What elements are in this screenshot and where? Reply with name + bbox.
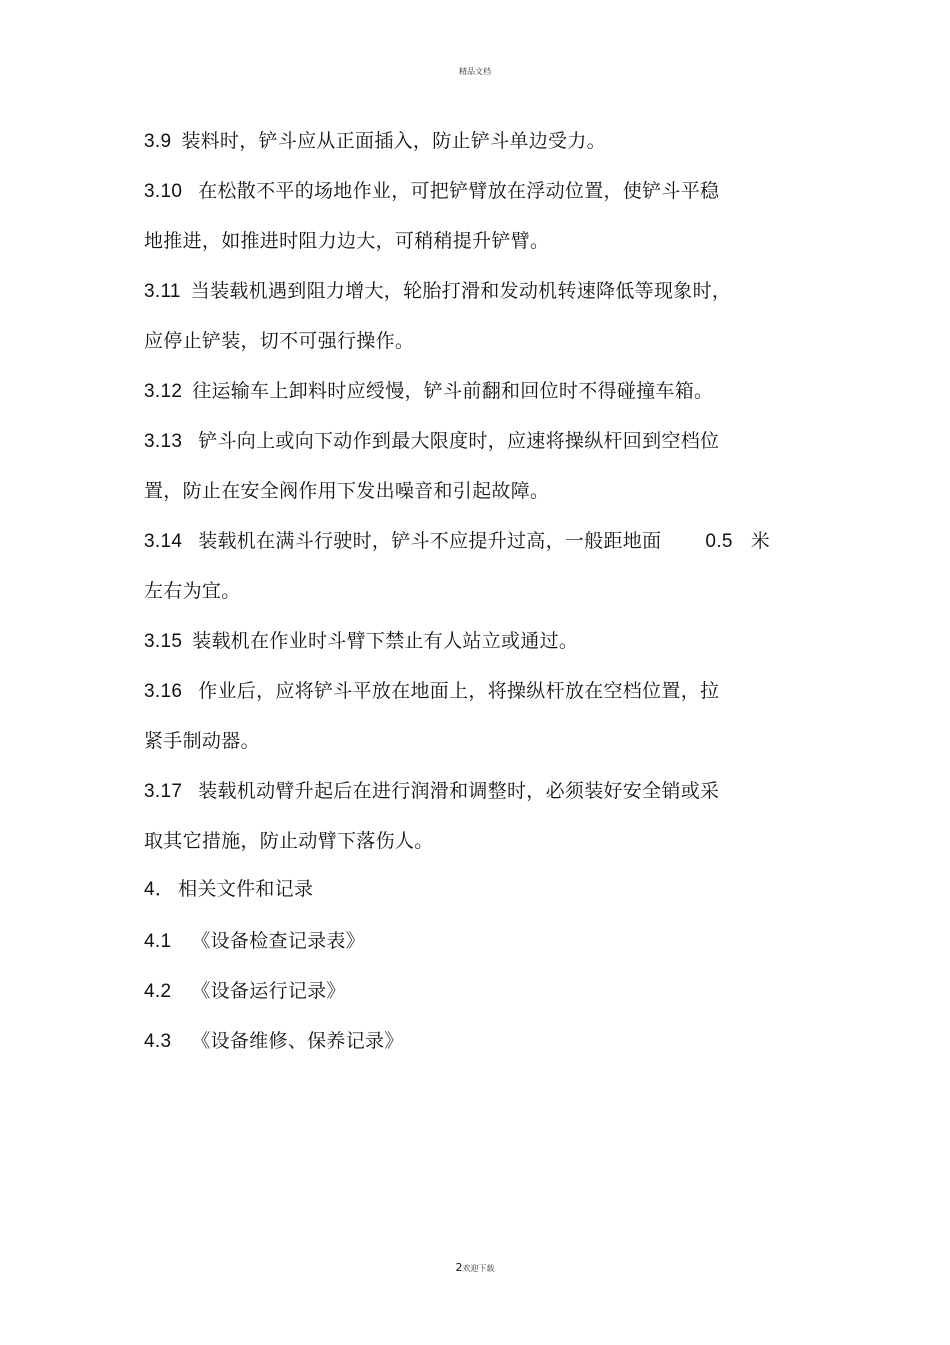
clause-number: 3.16 [144,681,183,702]
clause-3-13 [144,429,719,454]
clause-text: 当装载机遇到阻力增大，轮胎打滑和发动机转速降低等现象时， [190,280,732,302]
clause-3-14-cont [144,579,241,603]
clause-text: 左右为宜。 [144,580,241,602]
clause-3-16 [144,679,719,704]
clause-number: 3.15 [144,631,183,652]
clause-number: 4.1 [144,931,172,952]
clause-3-17-cont [144,829,434,853]
clause-number: 4.2 [144,981,172,1002]
clause-3-17 [144,779,719,804]
page-header: 精品文档 [459,67,491,76]
clause-text: 装料时，铲斗应从正面插入，防止铲斗单边受力。 [181,130,606,152]
clause-3-16-cont [144,729,260,753]
footer-text: 欢迎下载 [462,1264,495,1273]
clause-number: 3.9 [144,131,172,152]
clause-text: 装载机在满斗行驶时，铲斗不应提升过高，一般距地面 [198,530,662,552]
clause-text: 装载机动臂升起后在进行润滑和调整时，必须装好安全销或采 [198,780,720,802]
section-title: 相关文件和记录 [178,878,314,900]
clause-number: 4.3 [144,1031,172,1052]
record-title: 《设备运行记录》 [191,980,346,1002]
clause-text: 往运输车上卸料时应绶慢，铲斗前翻和回位时不得碰撞车箱。 [192,380,714,402]
clause-number: 3.13 [144,431,183,452]
clause-text: 地推进，如推进时阻力边大，可稍稍提升铲臂。 [144,230,550,252]
clause-number: 3.17 [144,781,183,802]
clause-text: 在松散不平的场地作业，可把铲臂放在浮动位置，使铲斗平稳 [198,180,720,202]
clause-text: 装载机在作业时斗臂下禁止有人站立或通过。 [192,630,579,652]
clause-3-14 [144,529,770,554]
record-4-3 [144,1029,404,1054]
clause-number: 3.12 [144,381,183,402]
page-number: 2 [455,1261,463,1274]
clause-number: 3.14 [144,531,183,552]
distance-value: 0.5 [705,531,733,552]
clause-3-13-cont [144,479,549,503]
clause-3-15 [144,629,578,654]
page-footer [0,1261,950,1274]
clause-3-11 [144,279,731,304]
clause-number: 3.11 [144,281,181,302]
clause-text: 应停止铲装，切不可强行操作。 [144,330,415,352]
record-title: 《设备检查记录表》 [191,930,366,952]
clause-text: 置，防止在安全阀作用下发出噪音和引起故障。 [144,480,550,502]
distance-unit: 米 [750,530,771,552]
record-4-2 [144,979,346,1004]
section-number: 4． [144,879,175,900]
clause-number: 3.10 [144,181,183,202]
clause-text: 取其它措施，防止动臂下落伤人。 [144,830,434,852]
clause-3-12 [144,379,713,404]
clause-text: 紧手制动器。 [144,730,260,752]
clause-3-10 [144,179,719,204]
section-4-heading [144,877,313,902]
clause-3-11-cont [144,329,414,353]
clause-3-9 [144,129,606,154]
record-4-1 [144,929,365,954]
clause-text: 铲斗向上或向下动作到最大限度时，应速将操纵杆回到空档位 [198,430,720,452]
record-title: 《设备维修、保养记录》 [191,1030,404,1052]
clause-3-10-cont [144,229,549,253]
clause-text: 作业后，应将铲斗平放在地面上，将操纵杆放在空档位置，拉 [198,680,720,702]
